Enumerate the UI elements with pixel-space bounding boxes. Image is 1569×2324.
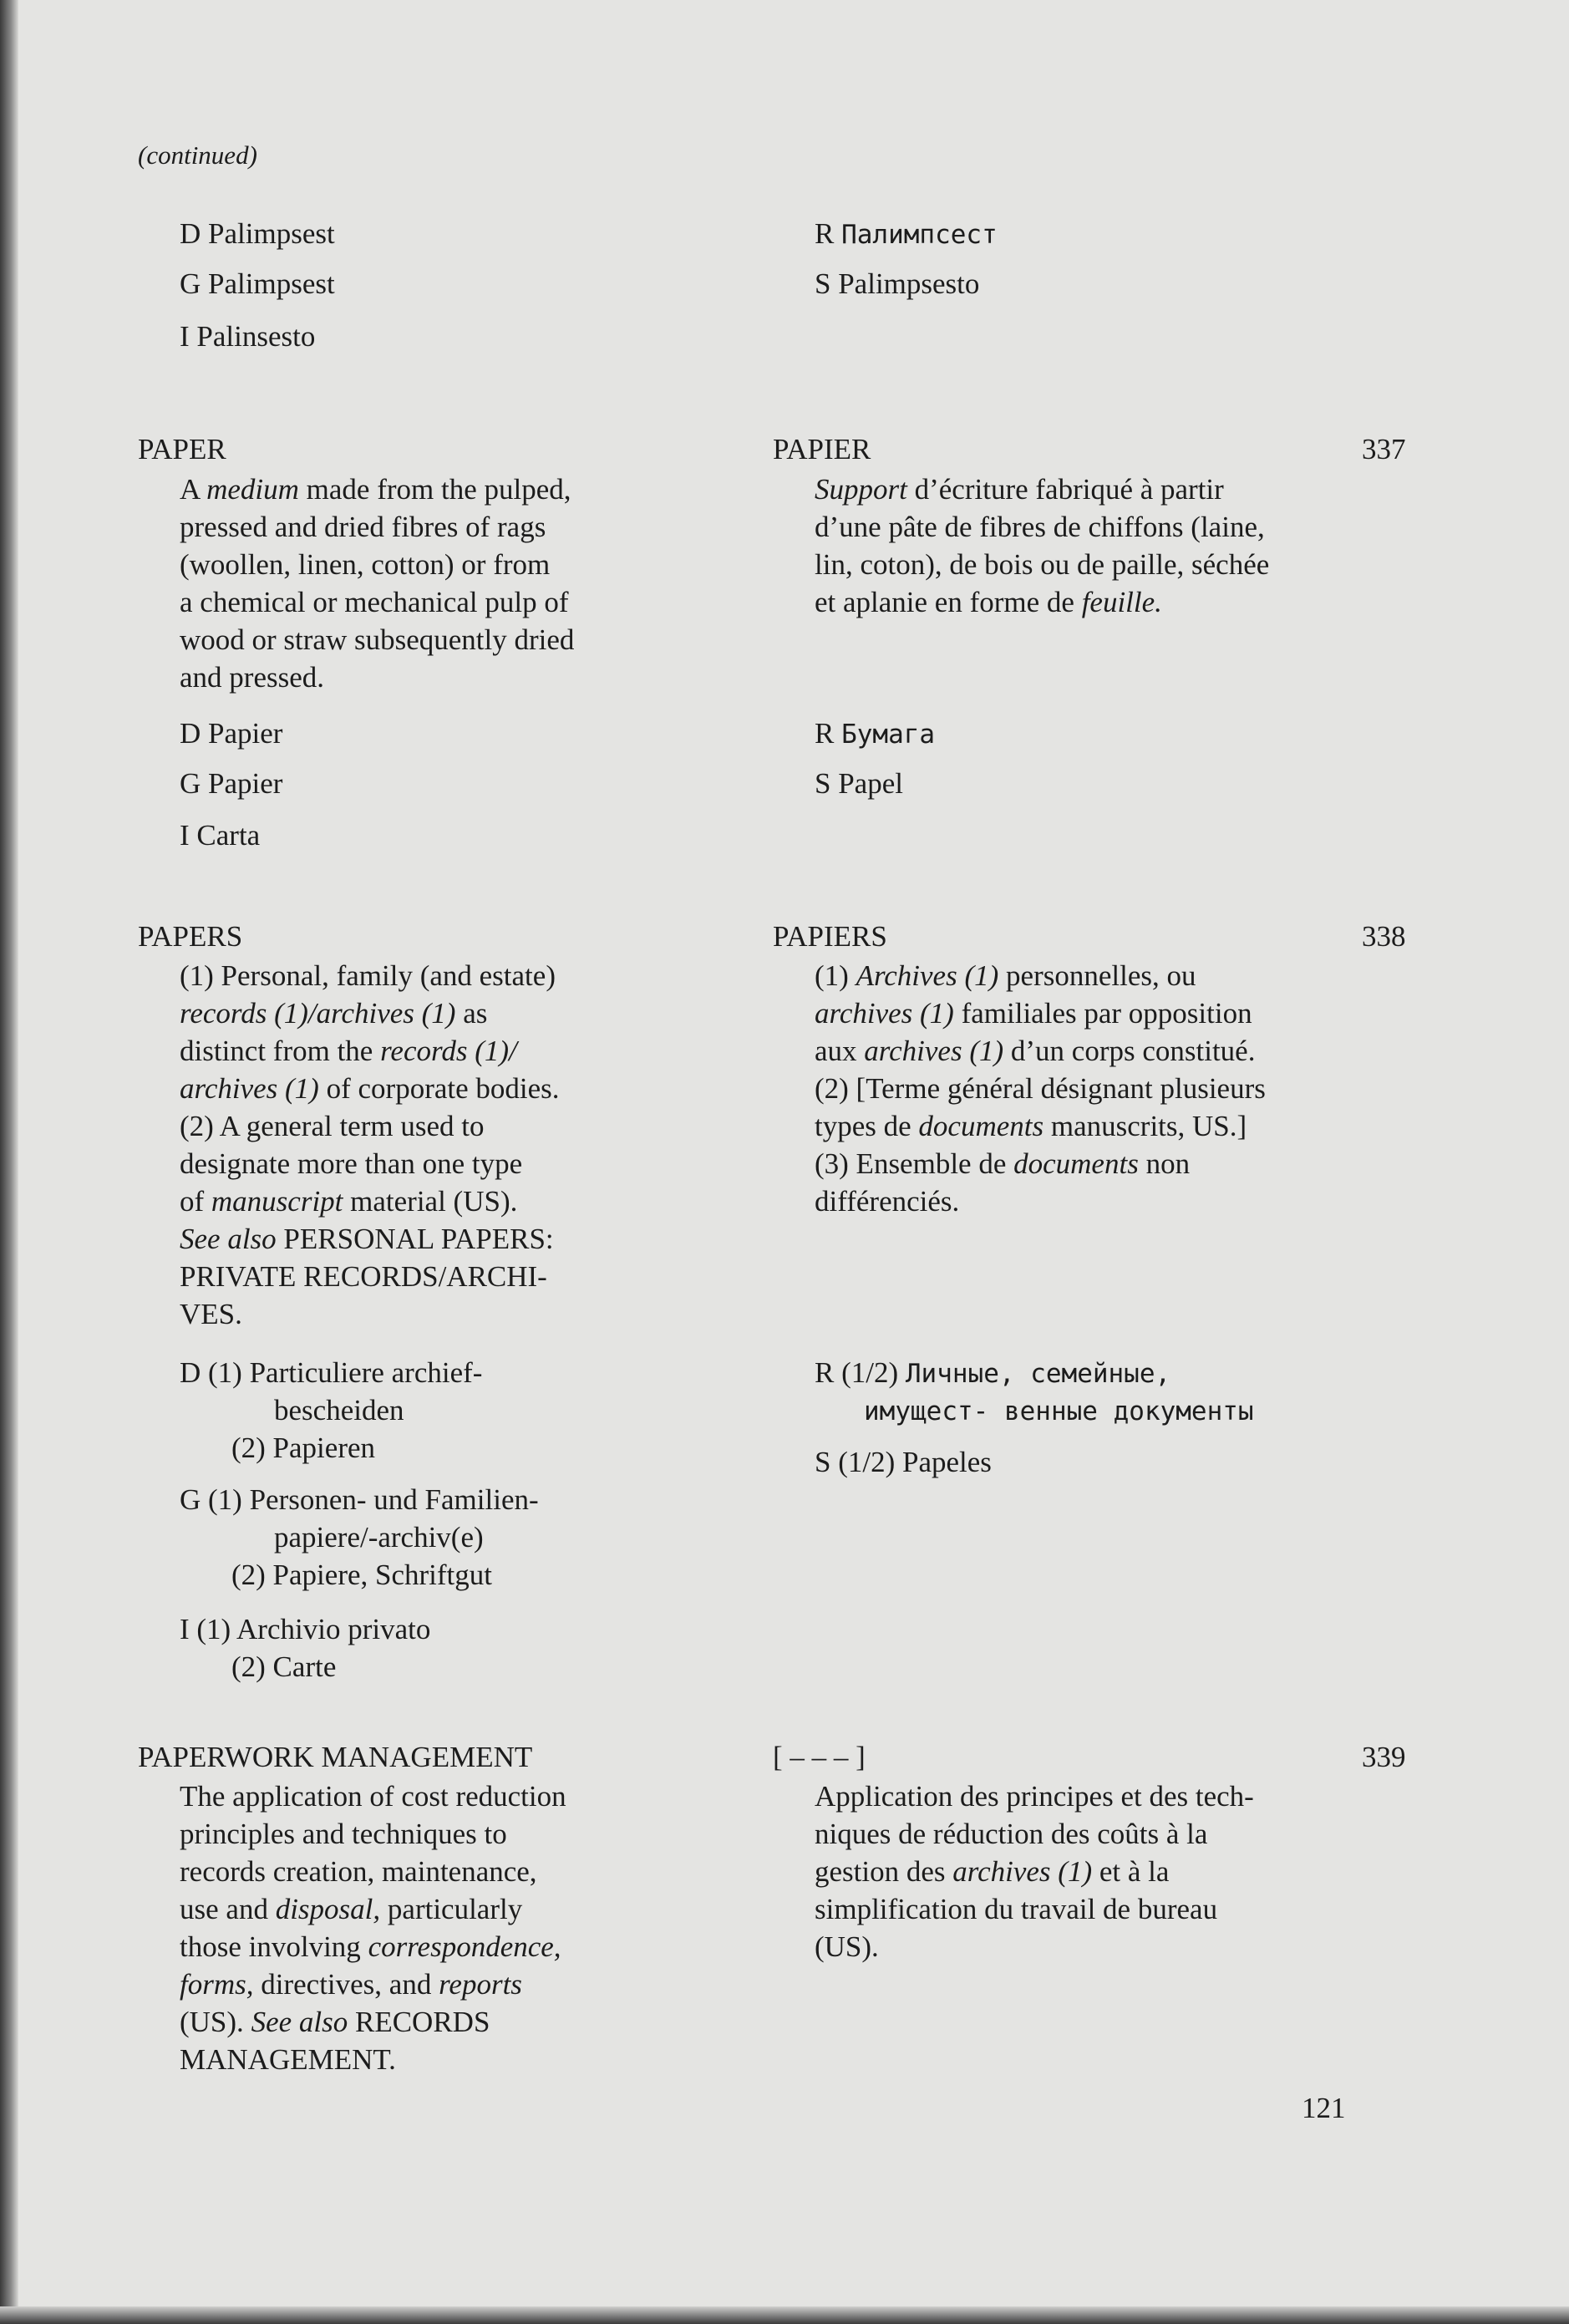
papers-russian: R (1/2) Личные, семейные, имущест- венные документы [815,1356,1254,1426]
term-papiers: PAPIERS [773,920,887,953]
papers-spanish: S (1/2) Papeles [815,1446,992,1478]
definition-en-339: The application of cost reduction principles and techniques to records creation, maintenance, use and disposal, particularly those involving correspondence, forms, directives, and reports (US). See also RECORDS MANAGEMENT. [180,1780,566,2076]
page-bottom-edge [0,2306,1569,2324]
term-paper: PAPER [138,433,226,465]
paper-russian: R Бумага [815,717,936,750]
definition-fr-338: (1) Archives (1) personnelles, ou archives (1) familiales par opposition aux archives (1) d’un corps constitué. (2) [Terme général désignant plusieurs types de documents manuscrits, US.] (3) Ensemble de documents non différenciés. [815,959,1266,1218]
page-binding-shadow [0,0,18,2324]
definition-fr-339: Application des principes et des tech- niques de réduction des coûts à la gestion des archives (1) et à la simplification du travail de bureau (US). [815,1780,1254,1963]
term-papers: PAPERS [138,920,243,953]
papers-dutch: D (1) Particuliere archief- bescheiden (2) Papieren [180,1356,483,1464]
definition-fr-337: Support d’écriture fabriqué à partir d’une pâte de fibres de chiffons (laine, lin, coton), de bois ou de paille, séchée et aplanie en forme de feuille. [815,473,1270,618]
paper-dutch: D Papier [180,717,283,750]
entry-number-339: 339 [1362,1741,1406,1773]
entry-number-338: 338 [1362,920,1406,953]
definition-en-337: A medium made from the pulped, pressed and dried fibres of rags (woollen, linen, cotton) or from a chemical or mechanical pulp of wood or straw subsequently dried and pressed. [180,473,575,694]
page-number: 121 [1302,2092,1346,2124]
term-paperwork-management: PAPERWORK MANAGEMENT [138,1741,533,1773]
continued-label: (continued) [138,140,257,170]
paper-italian: I Carta [180,819,261,852]
term-papier: PAPIER [773,433,871,465]
palimpsest-dutch: D Palimpsest [180,217,335,250]
definition-en-338: (1) Personal, family (and estate) records (1)/archives (1) as distinct from the records (1)/ archives (1) of corporate bodies. (2) A general term used to designate more than one type of manuscript material (US). See also PERSONAL PAPERS: PRIVATE RECORDS/ARCHI- VES. [180,959,560,1330]
palimpsest-russian: R Палимпсест [815,217,998,250]
paper-german: G Papier [180,767,283,800]
entry-number-337: 337 [1362,433,1406,465]
papers-german: G (1) Personen- und Familien- papiere/-archiv(e) (2) Papiere, Schriftgut [180,1483,539,1591]
palimpsest-german: G Palimpsest [180,267,335,300]
term-french-missing: [ – – – ] [773,1741,866,1773]
paper-spanish: S Papel [815,767,903,800]
papers-italian: I (1) Archivio privato (2) Carte [180,1613,431,1683]
palimpsest-italian: I Palinsesto [180,320,316,353]
palimpsest-spanish: S Palimpsesto [815,267,980,300]
